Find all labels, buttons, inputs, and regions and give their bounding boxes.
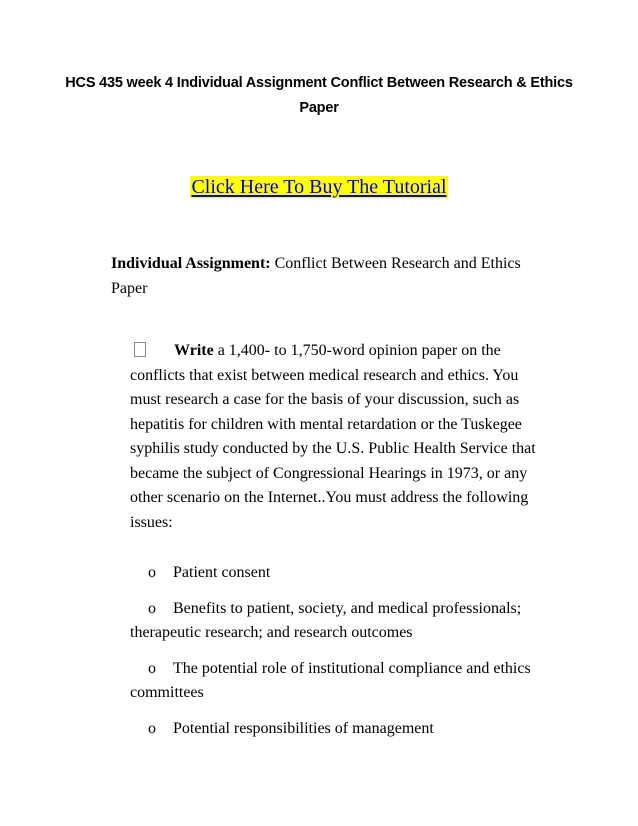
buy-tutorial-link-container bbox=[0, 174, 638, 200]
list-item bbox=[130, 717, 570, 742]
issue-text: Patient consent bbox=[173, 564, 271, 581]
list-item bbox=[130, 657, 570, 706]
bullet-icon bbox=[134, 342, 146, 357]
assignment-label: Individual Assignment: bbox=[111, 255, 271, 272]
list-marker: o bbox=[148, 719, 156, 737]
instruction-bold: Write bbox=[174, 342, 214, 359]
issues-list bbox=[130, 561, 570, 752]
list-marker: o bbox=[148, 659, 156, 677]
instruction-paragraph bbox=[130, 339, 542, 535]
buy-tutorial-link[interactable]: Click Here To Buy The Tutorial bbox=[191, 176, 447, 198]
issue-text: Benefits to patient, society, and medical professionals; therapeutic research; and research outcomes bbox=[130, 599, 522, 641]
assignment-heading bbox=[111, 252, 551, 301]
issue-text: Potential responsibilities of management bbox=[173, 719, 434, 737]
document-title: HCS 435 week 4 Individual Assignment Conflict Between Research & Ethics Paper bbox=[65, 75, 573, 116]
list-marker: o bbox=[148, 599, 156, 617]
list-item bbox=[130, 561, 570, 586]
assignment-text: Conflict Between Research and Ethics Paper bbox=[111, 255, 521, 297]
list-item bbox=[130, 597, 570, 646]
issue-text: The potential role of institutional compliance and ethics committees bbox=[130, 659, 531, 701]
list-marker: o bbox=[148, 564, 156, 581]
instruction-text: a 1,400- to 1,750-word opinion paper on the conflicts that exist between medical research and ethics. You must research a case for the basis of your discussion, such as hepatitis for children with mental retardation or the Tuskegee syphilis study conducted by the U.S. Public Health Service that became the subject of Congressional Hearings in 1973, or any other scenario on the Internet..You must address the following issues: bbox=[130, 342, 536, 531]
